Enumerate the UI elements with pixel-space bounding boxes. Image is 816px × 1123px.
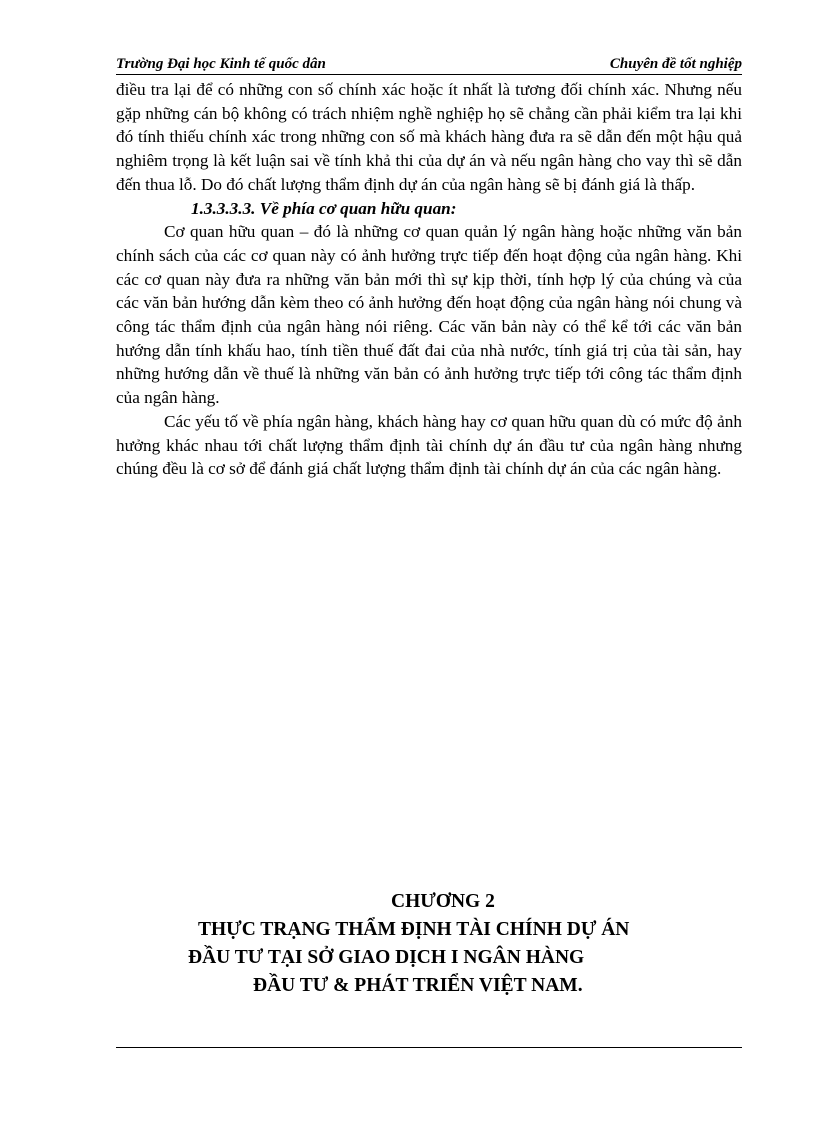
paragraph-regulators: Cơ quan hữu quan – đó là những cơ quan quản lý ngân hàng hoặc những văn bản chính sách của các cơ quan này có ảnh hưởng trực tiếp đến hoạt động của ngân hàng. Khi các cơ quan này đưa ra những văn bản mới thì sự kịp thời, tính hợp lý của chúng và của các văn bản hướng dẫn kèm theo có ảnh hưởng đến hoạt động của ngân hàng nói chung và công tác thẩm định của ngân hàng nói riêng. Các văn bản này có thể kể tới các văn bản hướng dẫn tính khấu hao, tính tiền thuế đất đai của nhà nước, tính giá trị của tài sản, hay những hướng dẫn về thuế là những văn bản có ảnh hưởng trực tiếp tới công tác thẩm định của ngân hàng. — [116, 222, 742, 408]
body-text — [116, 78, 742, 481]
section-heading: 1.3.3.3.3. Về phía cơ quan hữu quan: — [191, 198, 457, 218]
chapter-title-line: ĐẦU TƯ & PHÁT TRIỂN VIỆT NAM. — [253, 975, 583, 996]
chapter-title-line: ĐẦU TƯ TẠI SỞ GIAO DỊCH I NGÂN HÀNG — [188, 947, 585, 968]
paragraph-summary: Các yếu tố về phía ngân hàng, khách hàng hay cơ quan hữu quan dù có mức độ ảnh hưởng khác nhau tới chất lượng thẩm định tài chính dự án đầu tư của ngân hàng nhưng chúng đều là cơ sở để đánh giá chất lượng thẩm định tài chính dự án của các ngân hàng. — [116, 411, 742, 479]
chapter-title-line: THỰC TRẠNG THẨM ĐỊNH TÀI CHÍNH DỰ ÁN — [198, 919, 630, 940]
header-rule — [116, 74, 742, 75]
paragraph-continuation: điều tra lại để có những con số chính xác hoặc ít nhất là tương đối chính xác. Nhưng nếu gặp những cán bộ không có trách nhiệm nghề nghiệp họ sẽ chẳng cần phải kiểm tra lại khi đó tính thiếu chính xác trong những con số mà khách hàng đưa ra sẽ dẫn đến một hậu quả nghiêm trọng là kết luận sai về tính khả thi của dự án và nếu ngân hàng cho vay thì sẽ dẫn đến thua lỗ. Do đó chất lượng thẩm định dự án của ngân hàng sẽ bị đánh giá là thấp. — [116, 80, 742, 194]
footer-rule — [116, 1047, 742, 1048]
chapter-heading — [116, 888, 742, 1000]
chapter-number: CHƯƠNG 2 — [391, 891, 495, 912]
header-university: Trường Đại học Kinh tế quốc dân — [116, 56, 326, 72]
header-thesis-title: Chuyên đề tốt nghiệp — [609, 56, 742, 72]
page-header — [116, 53, 742, 75]
